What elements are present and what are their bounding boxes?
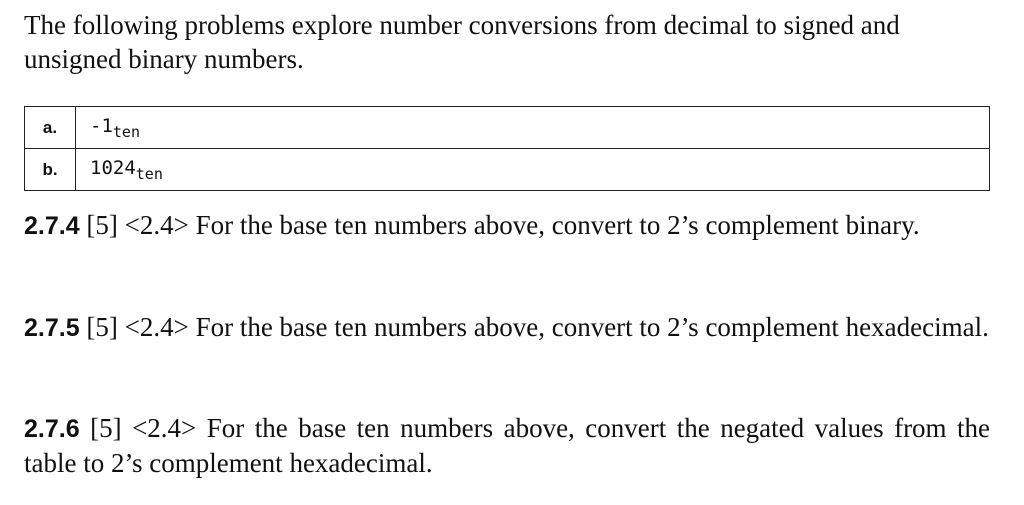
problem-points: [5] [86, 312, 118, 342]
table-row [25, 149, 990, 191]
row-value-subscript: ten [112, 122, 140, 141]
table-row [25, 107, 990, 149]
row-value-cell [76, 149, 990, 191]
problem-2-7-4 [24, 208, 990, 243]
problem-number: 2.7.5 [24, 314, 80, 342]
problem-text: For the base ten numbers above, convert to 2’s complement hexadecimal. [195, 312, 989, 342]
row-value: -1 [90, 114, 113, 137]
row-value-cell [76, 107, 990, 149]
row-value: 1024 [90, 156, 136, 179]
problem-text: For the base ten numbers above, convert the negated values from the table to 2’s complement hexadecimal. [24, 413, 991, 478]
problem-number: 2.7.6 [24, 415, 80, 443]
problem-section: <2.4> [132, 413, 197, 443]
problem-text: For the base ten numbers above, convert to 2’s complement binary. [195, 210, 920, 240]
problem-points: [5] [90, 413, 122, 443]
intro-paragraph: The following problems explore number conversions from decimal to signed and unsigned binary numbers. [24, 10, 900, 74]
problem-2-7-5 [24, 310, 990, 345]
row-value-subscript: ten [135, 164, 163, 183]
problem-number: 2.7.4 [24, 212, 80, 240]
problem-2-7-6 [24, 411, 990, 480]
row-label: a. [25, 107, 76, 149]
values-table [24, 106, 990, 191]
problem-points: [5] [86, 210, 118, 240]
problem-section: <2.4> [124, 312, 189, 342]
problem-section: <2.4> [124, 210, 189, 240]
row-label: b. [25, 149, 76, 191]
